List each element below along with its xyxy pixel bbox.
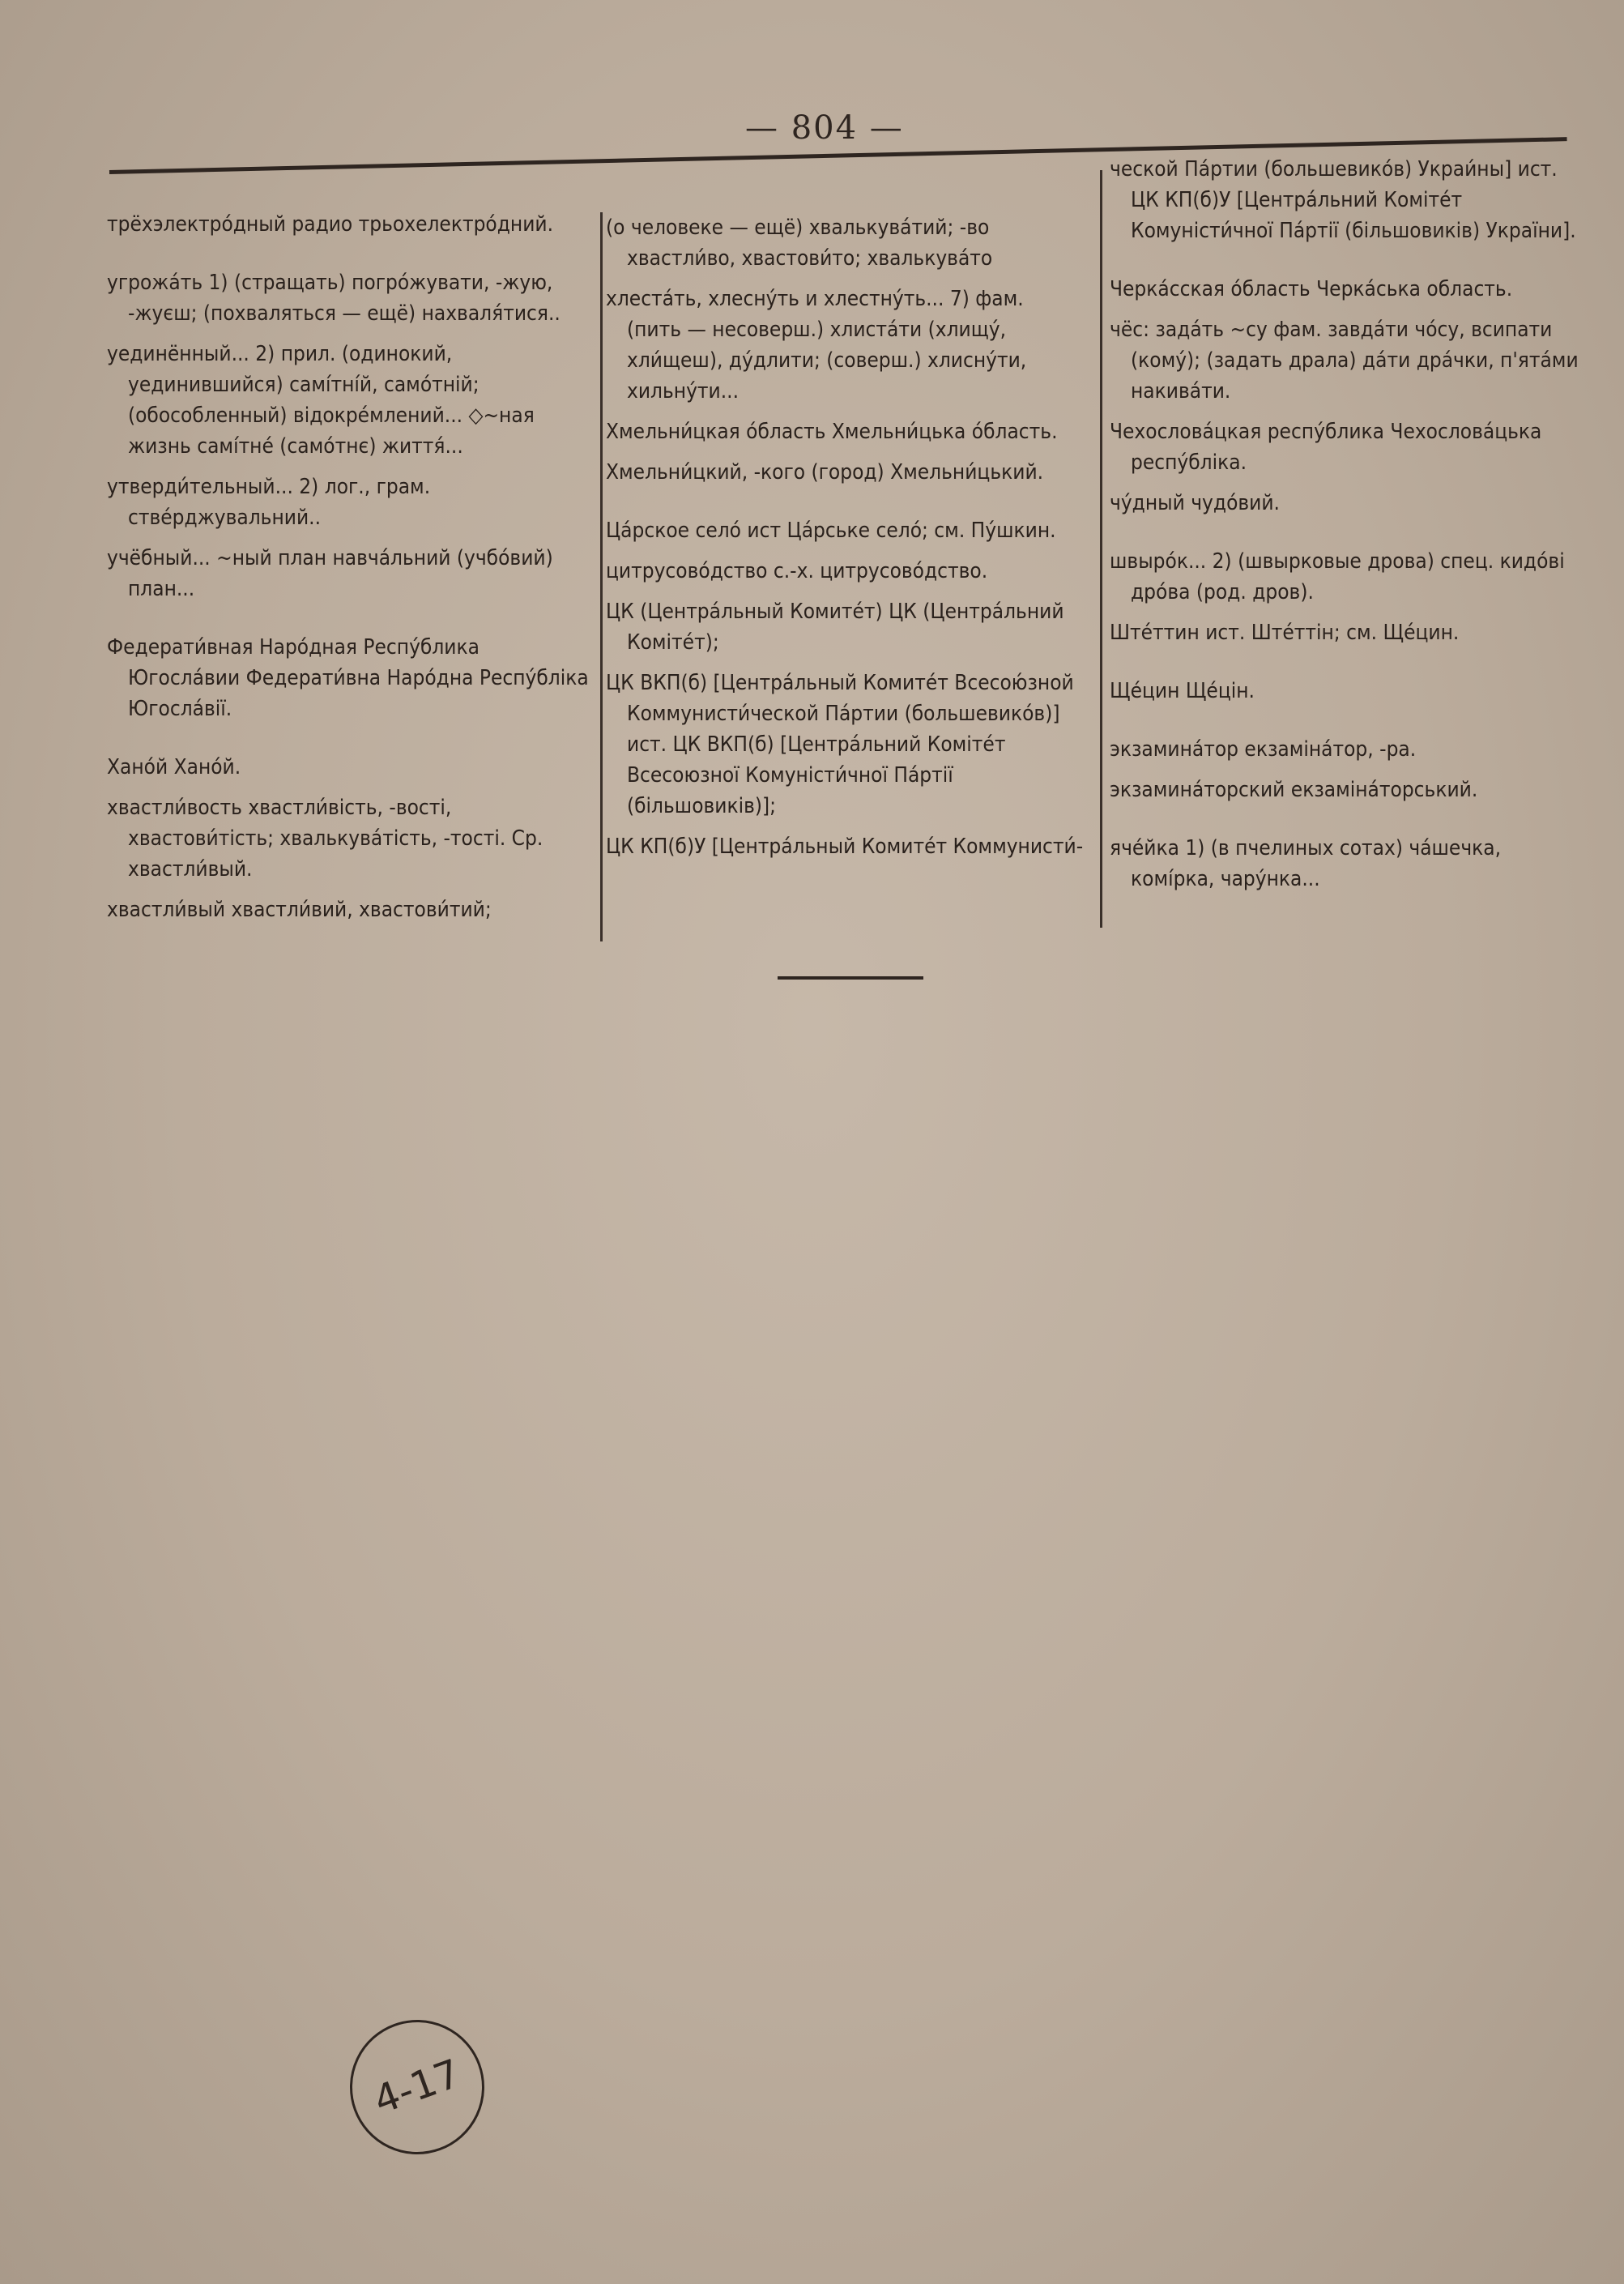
entry: утверди́тельный... 2) лог., грам. стве́рджувальний..	[107, 475, 431, 530]
entry: ЦК (Центра́льный Комите́т) ЦК (Центра́льний Коміте́т);	[606, 600, 1064, 655]
column-divider	[1100, 170, 1102, 928]
entry: швыро́к... 2) (швырковые дрова) спец. кидо́ві дро́ва (род. дров).	[1110, 549, 1565, 604]
column-3	[1110, 154, 1588, 904]
entry: экзамина́тор екзаміна́тор, -ра.	[1110, 737, 1417, 762]
column-2	[606, 212, 1084, 872]
library-stamp	[331, 2001, 504, 2174]
page-number: — 804 —	[745, 109, 904, 147]
entry: уединённый... 2) прил. (одинокий, уединившийся) самі́тні́й, само́тній; (обособленный) відокре́млений... ◇~ная жизнь самі́тне́ (само́тнє) життя́...	[107, 342, 535, 459]
entry: ЦК КП(б)У [Центра́льный Комите́т Коммунисти́-	[606, 835, 1084, 859]
entry: ческой Па́ртии (большевико́в) Украи́ны] ист. ЦК КП(б)У [Центра́льний Коміте́т Комуністи́чної Па́ртії (більшовиків) України].	[1110, 157, 1576, 243]
entry: учёбный... ~ный план навча́льний (учбо́вий) план...	[107, 546, 553, 601]
entry: Хмельни́цкий, -кого (город) Хмельни́цький.	[606, 460, 1044, 485]
entry: Черка́сская о́бласть Черка́ська область.	[1110, 277, 1513, 301]
entry: трёхэлектро́дный радио трьохелектро́дний.	[107, 212, 554, 237]
entry: чу́дный чудо́вий.	[1110, 491, 1280, 515]
entry: (о человеке — ещё) хвалькува́тий; -во хвастли́во, хвастови́то; хвалькува́то	[606, 216, 993, 271]
entry: хлеста́ть, хлесну́ть и хлестну́ть... 7) фам. (пить — несоверш.) хлиста́ти (хлищу́, хли́щеш), ду́длити; (соверш.) хлисну́ти, хильну́ти...	[606, 287, 1027, 403]
entry: хвастли́вый хвастли́вий, хвастови́тий;	[107, 898, 492, 922]
entry: экзамина́торский екзаміна́торський.	[1110, 778, 1478, 802]
entry: Хмельни́цкая о́бласть Хмельни́цька о́бласть.	[606, 420, 1058, 444]
entry: цитрусово́дство с.-х. цитрусово́дство.	[606, 559, 988, 583]
end-rule	[778, 976, 923, 980]
entry: угрожа́ть 1) (стращать) погро́жувати, -жую, -жуєш; (похваляться — ещё) нахваля́тися..	[107, 271, 561, 326]
column-1	[107, 209, 589, 935]
entry: хвастли́вость хвастли́вість, -вості, хвастови́тість; хвалькува́тість, -тості. Ср. хвастли́вый.	[107, 796, 543, 882]
entry: яче́йка 1) (в пчелиных сотах) ча́шечка, комі́рка, чару́нка...	[1110, 836, 1502, 891]
entry: чёс: зада́ть ~су фам. завда́ти чо́су, всипати (кому́); (задать драла) да́ти дра́чки, п'ята́ми накива́ти.	[1110, 318, 1579, 403]
entry: Ца́рское село́ ист Ца́рське село́; см. Пу́шкин.	[606, 519, 1056, 543]
entry: Хано́й Хано́й.	[107, 755, 241, 779]
column-divider	[600, 212, 603, 941]
entry: Ще́цин Ще́цін.	[1110, 679, 1255, 703]
entry: ЦК ВКП(б) [Центра́льный Комите́т Всесою́зной Коммунисти́ческой Па́ртии (большевико́в)] ист. ЦК ВКП(б) [Центра́льний Коміте́т Всесоюзної Комуністи́чної Па́ртії (більшовиків)];	[606, 671, 1074, 818]
stamp-text: 4-17	[368, 2051, 467, 2124]
entry: Федерати́вная Наро́дная Респу́блика Югосла́вии Федерати́вна Наро́дна Респу́бліка Югосла́вії.	[107, 635, 589, 721]
entry: Чехослова́цкая респу́блика Чехослова́цька респу́бліка.	[1110, 420, 1542, 475]
entry: Ште́ттин ист. Ште́ттін; см. Ще́цин.	[1110, 621, 1460, 645]
